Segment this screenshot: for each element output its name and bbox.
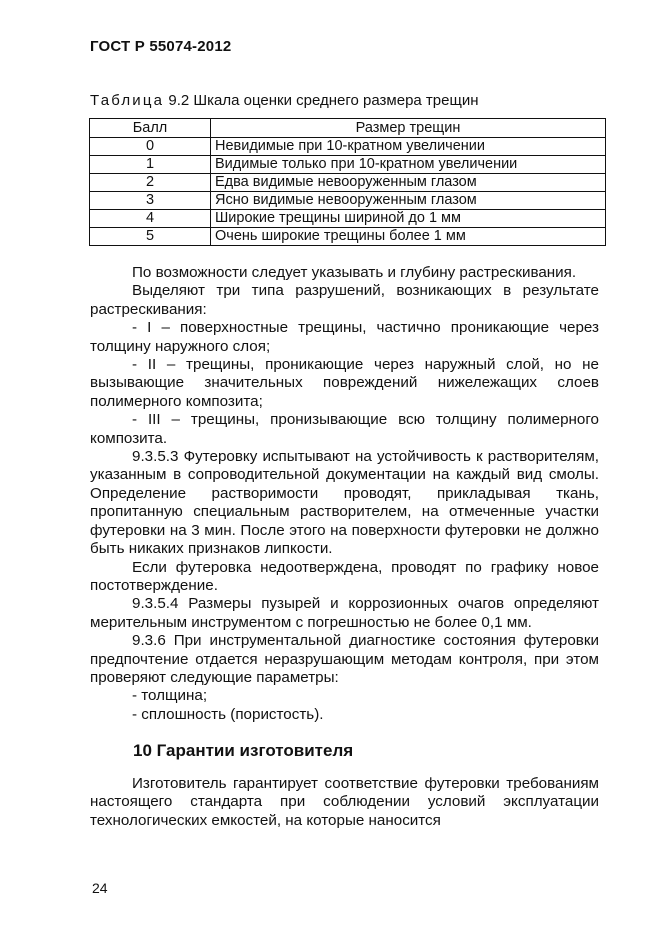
table-header-row: [90, 119, 606, 138]
table-caption: [90, 92, 479, 109]
score-cell: 2: [90, 174, 211, 192]
page-number: 24: [92, 880, 108, 896]
size-cell: Очень широкие трещины более 1 мм: [211, 228, 606, 246]
size-cell: Видимые только при 10-кратном увеличении: [211, 156, 606, 174]
size-cell: Ясно видимые невооруженным глазом: [211, 192, 606, 210]
list-item: - толщина;: [132, 687, 208, 705]
list-item: - I – поверхностные трещины, частично проникающие через толщину наружного слоя;: [90, 319, 599, 355]
table-caption-text: 9.2 Шкала оценки среднего размера трещин: [164, 92, 479, 109]
score-cell: 0: [90, 138, 211, 156]
paragraph: По возможности следует указывать и глубину растрескивания.: [132, 264, 577, 281]
paragraph: 9.3.6 При инструментальной диагностике состояния футеровки предпочтение отдается неразрушающим методам контроля, при этом проверяют следующие параметры:: [90, 632, 599, 686]
column-header-size: Размер трещин: [211, 119, 606, 138]
score-cell: 1: [90, 156, 211, 174]
score-cell: 5: [90, 228, 211, 246]
document-header: ГОСТ Р 55074-2012: [90, 38, 232, 55]
crack-size-table: [89, 118, 606, 246]
list-item: - II – трещины, проникающие через наружный слой, но не вызывающие значительных повреждений нижележащих слоев полимерного композита;: [90, 356, 599, 410]
table-row: [90, 228, 606, 246]
size-cell: Широкие трещины шириной до 1 мм: [211, 210, 606, 228]
section-body: [90, 775, 599, 830]
table-row: [90, 156, 606, 174]
list-item: - сплошность (пористость).: [132, 705, 324, 723]
table-row: [90, 138, 606, 156]
paragraph: Если футеровка недоотверждена, проводят по графику новое постотверждение.: [90, 558, 599, 594]
paragraph: 9.3.5.4 Размеры пузырей и коррозионных очагов определяют мерительным инструментом с погрешностью не более 0,1 мм.: [90, 595, 599, 631]
table-caption-label: Таблица: [90, 92, 165, 109]
paragraph: 9.3.5.3 Футеровку испытывают на устойчивость к растворителям, указанным в сопроводительной документации на каждый вид смолы. Определение растворимости проводят, прикладывая ткань, пропитанную специальным растворителем, на отмеченные участки футеровки на 3 мин. После этого на поверхности футеровки не должно быть никаких признаков липкости.: [90, 448, 599, 558]
paragraph: Изготовитель гарантирует соответствие футеровки требованиям настоящего стандарта при соблюдении условий эксплуатации технологических емкостей, на которые наносится: [90, 775, 599, 829]
table-row: [90, 174, 606, 192]
score-cell: 3: [90, 192, 211, 210]
column-header-score: Балл: [90, 119, 211, 138]
table-row: [90, 210, 606, 228]
table-row: [90, 192, 606, 210]
body-text: [90, 264, 599, 724]
score-cell: 4: [90, 210, 211, 228]
paragraph: Выделяют три типа разрушений, возникающих в результате растрескивания:: [90, 282, 599, 318]
list-item: - III – трещины, пронизывающие всю толщину полимерного композита.: [90, 411, 599, 447]
size-cell: Невидимые при 10-кратном увеличении: [211, 138, 606, 156]
size-cell: Едва видимые невооруженным глазом: [211, 174, 606, 192]
section-title: 10 Гарантии изготовителя: [133, 741, 354, 760]
